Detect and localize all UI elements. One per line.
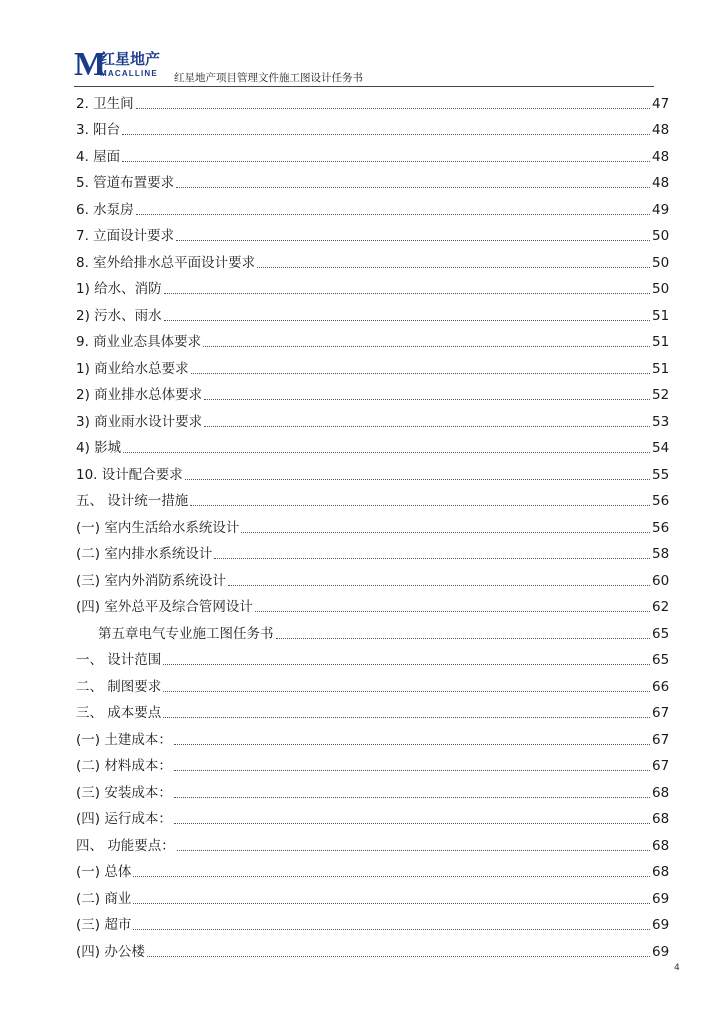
toc-entry[interactable] — [76, 909, 668, 936]
toc-entry[interactable] — [76, 193, 668, 220]
toc-entry[interactable] — [76, 617, 668, 644]
toc-entry-label: 4) 影城 — [76, 440, 122, 456]
toc-entry[interactable] — [76, 564, 668, 591]
toc-entry-label: (四) 办公楼 — [76, 943, 145, 960]
toc-entry-label: 2) 污水、雨水 — [76, 307, 162, 324]
toc-entry-page: 62 — [652, 599, 670, 615]
page-number: 4 — [674, 963, 680, 973]
toc-entry-label: (二) 商业 — [76, 890, 132, 907]
toc-dot-leader — [163, 716, 650, 718]
toc-entry-page: 48 — [652, 175, 670, 191]
toc-entry[interactable] — [76, 326, 668, 353]
toc-entry-label: 8. 室外给排水总平面设计要求 — [76, 254, 256, 271]
toc-entry-label: 第五章电气专业施工图任务书 — [98, 625, 274, 642]
toc-entry-label: (二) 室内排水系统设计 — [76, 546, 213, 562]
toc-entry-label: 3. 阳台 — [76, 122, 121, 138]
document-title: 红星地产项目管理文件施工图设计任务书 — [174, 72, 363, 84]
toc-entry[interactable] — [76, 803, 668, 830]
toc-dot-leader — [203, 345, 650, 347]
toc-entry[interactable] — [76, 432, 668, 459]
toc-entry-label: 二、 制图要求 — [76, 678, 162, 695]
logo-english-name: MACALLINE — [100, 69, 158, 78]
toc-entry-page: 67 — [652, 731, 670, 748]
toc-entry-label: (四) 运行成本： — [76, 811, 172, 827]
toc-entry-page: 69 — [652, 890, 670, 907]
toc-entry[interactable] — [76, 644, 668, 671]
toc-entry[interactable] — [76, 829, 668, 856]
toc-entry[interactable] — [76, 776, 668, 803]
toc-entry-page: 55 — [652, 466, 670, 483]
toc-entry-label: (四) 室外总平及综合管网设计 — [76, 599, 253, 615]
toc-dot-leader — [276, 637, 651, 639]
toc-entry-label: (三) 超市 — [76, 917, 132, 933]
toc-entry[interactable] — [76, 220, 668, 247]
toc-entry[interactable] — [76, 405, 668, 432]
toc-entry-page: 69 — [652, 943, 670, 960]
toc-entry-page: 50 — [652, 254, 670, 271]
toc-entry-page: 49 — [652, 201, 670, 218]
toc-dot-leader — [204, 425, 650, 427]
toc-dot-leader — [164, 292, 650, 294]
toc-entry[interactable] — [76, 750, 668, 777]
toc-entry[interactable] — [76, 591, 668, 618]
toc-dot-leader — [163, 690, 650, 692]
toc-dot-leader — [174, 796, 650, 798]
toc-entry-page: 67 — [652, 705, 670, 721]
toc-entry-label: (一) 土建成本： — [76, 731, 172, 748]
toc-entry-label: 6. 水泵房 — [76, 201, 134, 218]
toc-entry[interactable] — [76, 273, 668, 300]
toc-entry[interactable] — [76, 352, 668, 379]
toc-dot-leader — [147, 955, 650, 957]
toc-entry[interactable] — [76, 87, 668, 114]
toc-dot-leader — [133, 875, 650, 877]
toc-dot-leader — [176, 186, 650, 188]
toc-dot-leader — [122, 160, 650, 162]
toc-dot-leader — [133, 902, 650, 904]
toc-entry-page: 54 — [652, 440, 670, 456]
toc-entry[interactable] — [76, 140, 668, 167]
toc-entry-page: 66 — [652, 678, 670, 695]
toc-entry-label: 10. 设计配合要求 — [76, 466, 183, 483]
toc-dot-leader — [122, 133, 650, 135]
toc-entry-page: 51 — [652, 334, 670, 350]
toc-entry[interactable] — [76, 670, 668, 697]
toc-dot-leader — [255, 610, 650, 612]
toc-dot-leader — [176, 239, 650, 241]
toc-entry-page: 47 — [652, 95, 670, 112]
toc-entry-label: (三) 室内外消防系统设计 — [76, 572, 226, 589]
toc-entry-label: 1) 给水、消防 — [76, 281, 162, 297]
toc-entry-page: 50 — [652, 228, 670, 244]
toc-entry-label: 一、 设计范围 — [76, 652, 162, 668]
toc-entry-page: 68 — [652, 811, 670, 827]
toc-entry-page: 48 — [652, 148, 670, 165]
toc-entry[interactable] — [76, 882, 668, 909]
toc-entry[interactable] — [76, 299, 668, 326]
toc-entry-page: 56 — [652, 493, 670, 509]
toc-entry-label: 四、 功能要点： — [76, 837, 175, 854]
toc-entry-page: 65 — [652, 625, 670, 642]
toc-entry-label: 2) 商业排水总体要求 — [76, 387, 203, 403]
toc-dot-leader — [136, 213, 650, 215]
toc-entry-label: 9. 商业业态具体要求 — [76, 334, 202, 350]
toc-entry-page: 51 — [652, 307, 670, 324]
toc-entry-page: 53 — [652, 413, 670, 430]
toc-entry[interactable] — [76, 458, 668, 485]
toc-entry-label: (一) 总体 — [76, 864, 132, 880]
toc-entry-label: 7. 立面设计要求 — [76, 228, 175, 244]
toc-entry[interactable] — [76, 935, 668, 962]
toc-dot-leader — [174, 822, 650, 824]
toc-entry-page: 50 — [652, 281, 670, 297]
toc-dot-leader — [191, 372, 650, 374]
toc-dot-leader — [204, 398, 650, 400]
toc-entry-page: 65 — [652, 652, 670, 668]
toc-dot-leader — [177, 849, 650, 851]
toc-dot-leader — [174, 743, 650, 745]
toc-dot-leader — [133, 928, 650, 930]
toc-dot-leader — [163, 663, 650, 665]
toc-dot-leader — [136, 107, 650, 109]
toc-entry-label: 五、 设计统一措施 — [76, 493, 189, 509]
toc-entry[interactable] — [76, 114, 668, 141]
table-of-contents — [76, 87, 668, 962]
toc-entry-label: (一) 室内生活给水系统设计 — [76, 519, 240, 536]
toc-entry[interactable] — [76, 856, 668, 883]
toc-entry-label: 2. 卫生间 — [76, 95, 134, 112]
logo-letter: M — [74, 46, 107, 83]
toc-entry-page: 68 — [652, 837, 670, 854]
toc-dot-leader — [190, 504, 650, 506]
logo-chinese-name: 红星地产 — [100, 50, 161, 68]
toc-entry-page: 51 — [652, 360, 670, 377]
toc-entry-label: 1) 商业给水总要求 — [76, 360, 189, 377]
toc-dot-leader — [214, 557, 650, 559]
toc-entry-page: 48 — [652, 122, 670, 138]
toc-entry-label: 5. 管道布置要求 — [76, 175, 175, 191]
toc-entry-page: 52 — [652, 387, 670, 403]
toc-entry[interactable] — [76, 723, 668, 750]
toc-entry[interactable] — [76, 167, 668, 194]
toc-entry-label: (二) 材料成本： — [76, 758, 172, 774]
toc-entry-page: 60 — [652, 572, 670, 589]
toc-entry-page: 56 — [652, 519, 670, 536]
toc-entry[interactable] — [76, 538, 668, 565]
toc-entry-label: 3) 商业雨水设计要求 — [76, 413, 203, 430]
toc-dot-leader — [174, 769, 650, 771]
toc-entry-label: (三) 安装成本： — [76, 784, 172, 801]
toc-entry-page: 68 — [652, 864, 670, 880]
toc-entry-page: 67 — [652, 758, 670, 774]
toc-entry[interactable] — [76, 697, 668, 724]
toc-entry-label: 4. 屋面 — [76, 148, 121, 165]
toc-entry[interactable] — [76, 485, 668, 512]
page-header — [74, 46, 654, 86]
toc-dot-leader — [257, 266, 650, 268]
toc-entry-label: 三、 成本要点 — [76, 705, 162, 721]
toc-dot-leader — [164, 319, 650, 321]
toc-entry[interactable] — [76, 246, 668, 273]
toc-entry-page: 69 — [652, 917, 670, 933]
toc-dot-leader — [241, 531, 650, 533]
toc-entry-page: 58 — [652, 546, 670, 562]
toc-dot-leader — [228, 584, 650, 586]
toc-entry[interactable] — [76, 511, 668, 538]
toc-entry-page: 68 — [652, 784, 670, 801]
toc-dot-leader — [123, 451, 650, 453]
toc-entry[interactable] — [76, 379, 668, 406]
toc-dot-leader — [185, 478, 650, 480]
